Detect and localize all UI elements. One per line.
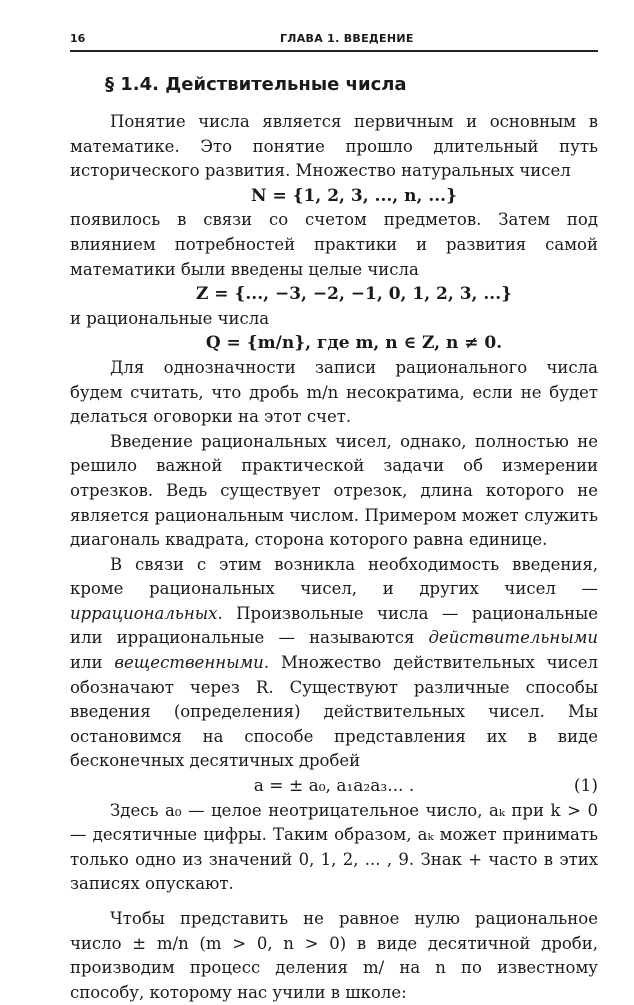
body-text [70, 110, 598, 1005]
paragraph-5: Введение рациональных чисел, однако, полностью не решило важной практической задачи об измерении отрезков. Ведь существует отрезок, длина которого не является рациональным числом. Примером может служить диагональ квадрата, сторона которого равна единице. [70, 431, 598, 550]
equation-1-number: (1) [573, 776, 598, 797]
formula-rationals: Q = {m/n}, где m, n ∈ Z, n ≠ 0. [205, 333, 503, 354]
paragraph-2: появилось в связи со счетом предметов. Затем под влиянием потребностей практики и развития самой математики были введены целые числа [70, 210, 598, 279]
running-header [70, 28, 598, 52]
paragraph-1: Понятие числа является первичным и основным в математике. Это понятие прошло длительный путь исторического развития. Множество натуральных чисел [70, 112, 598, 181]
formula-natural-numbers: N = {1, 2, 3, ..., n, ...} [250, 185, 458, 206]
term-irrational: иррациональных [70, 603, 218, 623]
term-vesh: вещественными [114, 653, 264, 673]
paragraph-6: В связи с этим возникла необходимость введения, кроме рациональных чисел, и других чисел — иррациональных. Произвольные числа — рациональные или иррациональные — называются действительными или вещественными. Множество действительных чисел обозначают через R. Существуют различные способы введения (определения) действительных чисел. Мы остановимся на способе представления их в виде бесконечных десятичных дробей [70, 554, 598, 771]
paragraph-4: Для однозначности записи рационального числа будем считать, что дробь m/n несократима, если не будет делаться оговорки на этот счет. [70, 357, 598, 427]
equation-1-body: a = ± a₀, a₁a₂a₃... . [253, 776, 415, 797]
paragraph-3: и рациональные числа [70, 308, 270, 328]
section-title: § 1.4. Действительные числа [105, 74, 407, 95]
equation-1 [70, 774, 598, 799]
page-number: 16 [70, 32, 86, 45]
chapter-title: ГЛАВА 1. ВВЕДЕНИЕ [280, 32, 414, 45]
term-real: действительными [428, 628, 598, 648]
paragraph-8: Чтобы представить не равное нулю рациональное число ± m/n (m > 0, n > 0) в виде десятичной дроби, производим процесс деления m/ на n по известному способу, которому нас учили в школе: [70, 909, 598, 1002]
formula-integers: Z = {..., −3, −2, −1, 0, 1, 2, 3, ...} [195, 284, 513, 305]
paragraph-7: Здесь a₀ — целое неотрицательное число, aₖ при k > 0 — десятичные цифры. Таким образом, aₖ может принимать только одно из значений 0, 1, 2, ... , 9. Знак + часто в этих записях опускают. [70, 800, 598, 894]
